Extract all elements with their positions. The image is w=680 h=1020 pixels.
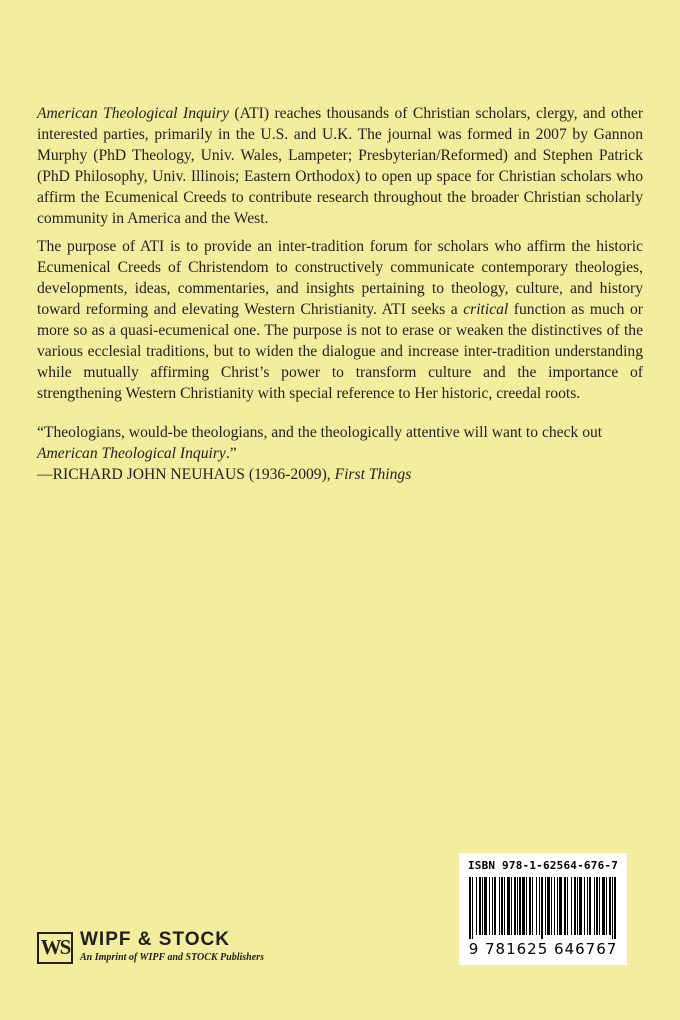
quote-text: “Theologians, would-be theologians, and the theologically attentive will want to check out [37, 424, 603, 441]
quote-journal-title: American Theological Inquiry [37, 445, 226, 462]
barcode-digits: 9 781625 646767 [468, 940, 618, 958]
publisher-tagline: An Imprint of WIPF and STOCK Publishers [80, 952, 264, 963]
paragraph-2-text-before: The purpose of ATI is to provide an inter-tradition forum for scholars who affirm the historic Ecumenical Creeds of Christendom to constructively communicate contemporary theologies, developments, ideas, commentaries, and insights pertaining to theology, culture, and history toward reforming and elevating Western Christianity. ATI seeks a [37, 238, 643, 318]
paragraph-2-emphasis: critical [463, 301, 509, 318]
paragraph-1-text: (ATI) reaches thousands of Christian scholars, clergy, and other interested parties, primarily in the U.S. and U.K. The journal was formed in 2007 by Gannon Murphy (PhD Theology, Univ. Wales, Lampeter; Presbyterian/Reformed) and Stephen Patrick (PhD Philosophy, Univ. Illinois; Eastern Orthodox) to open up space for Christian scholars who affirm the Ecumenical Creeds to contribute research throughout the broader Christian scholarly community in America and the West. [37, 105, 644, 227]
description-paragraph-2 [37, 236, 643, 404]
paragraph-2-text-after: function as much or more so as a quasi-ecumenical one. The purpose is not to erase or weaken the distinctives of the various ecclesial traditions, but to widen the dialogue and increase inter-tradition understanding while mutually affirming Christ’s power to transform culture and the importance of strengthening Western Christianity with special reference to Her historic, creedal roots. [37, 301, 643, 402]
quote-attribution: —RICHARD JOHN NEUHAUS (1936-2009), [37, 466, 335, 483]
barcode-bars [469, 877, 617, 939]
publisher-name: WIPF & STOCK [80, 929, 230, 950]
quote-source: First Things [334, 466, 412, 483]
quote-closing: .” [225, 445, 237, 462]
isbn-label: ISBN 978-1-62564-676-7 [467, 859, 619, 872]
quote-title-line [37, 443, 643, 464]
quote-attribution-line [37, 464, 643, 485]
isbn-barcode [459, 853, 627, 965]
description-paragraph-1 [37, 103, 643, 229]
endorsement-quote [37, 422, 643, 485]
publisher-logo-icon: WS [37, 932, 73, 964]
journal-title-italic: American Theological Inquiry [37, 105, 229, 122]
